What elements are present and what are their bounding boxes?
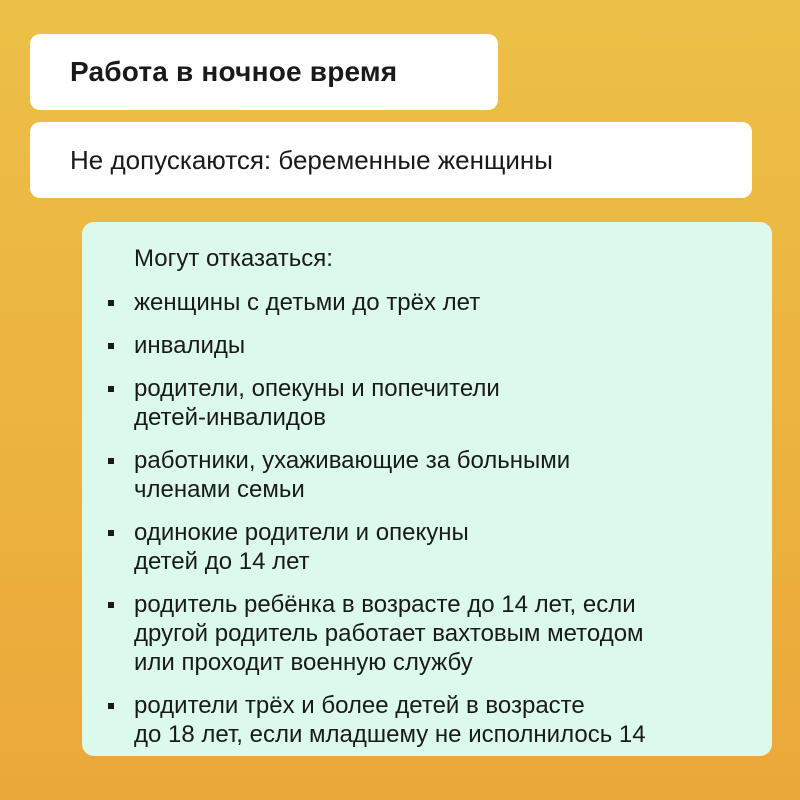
- bullet-icon: [108, 703, 114, 709]
- list-item-line: детей до 14 лет: [134, 548, 310, 575]
- list-item: [134, 446, 752, 504]
- bullet-icon: [108, 343, 114, 349]
- list-card: [82, 222, 772, 756]
- list-item-line: родители трёх и более детей в возрасте: [134, 692, 585, 719]
- list-item-line: женщины с детьми до трёх лет: [134, 289, 481, 316]
- bullet-icon: [108, 458, 114, 464]
- bullet-icon: [108, 530, 114, 536]
- list-item: [134, 288, 752, 317]
- subtitle-card: [30, 122, 752, 198]
- list-item-line: родители, опекуны и попечители: [134, 375, 500, 402]
- list-heading: Могут отказаться:: [134, 245, 333, 272]
- list-item-line: до 18 лет, если младшему не исполнилось 14: [134, 721, 646, 748]
- list-item: [134, 691, 752, 749]
- list-item-line: другой родитель работает вахтовым методом: [134, 620, 644, 647]
- list-item-line: членами семьи: [134, 476, 305, 503]
- list-item: [134, 518, 752, 576]
- bullet-icon: [108, 602, 114, 608]
- list-item-line: или проходит военную службу: [134, 649, 473, 676]
- list-item: [134, 374, 752, 432]
- list-item: [134, 590, 752, 677]
- page-title: Работа в ночное время: [70, 56, 398, 87]
- list-item: [134, 331, 752, 360]
- item-list: [134, 288, 752, 749]
- title-card: [30, 34, 498, 110]
- list-item-line: инвалиды: [134, 332, 246, 359]
- list-item-line: одинокие родители и опекуны: [134, 519, 469, 546]
- bullet-icon: [108, 386, 114, 392]
- list-item-line: детей-инвалидов: [134, 404, 327, 431]
- subtitle: Не допускаются: беременные женщины: [70, 144, 553, 175]
- list-item-line: родитель ребёнка в возрасте до 14 лет, если: [134, 591, 636, 618]
- list-item-line: работники, ухаживающие за больными: [134, 447, 571, 474]
- bullet-icon: [108, 300, 114, 306]
